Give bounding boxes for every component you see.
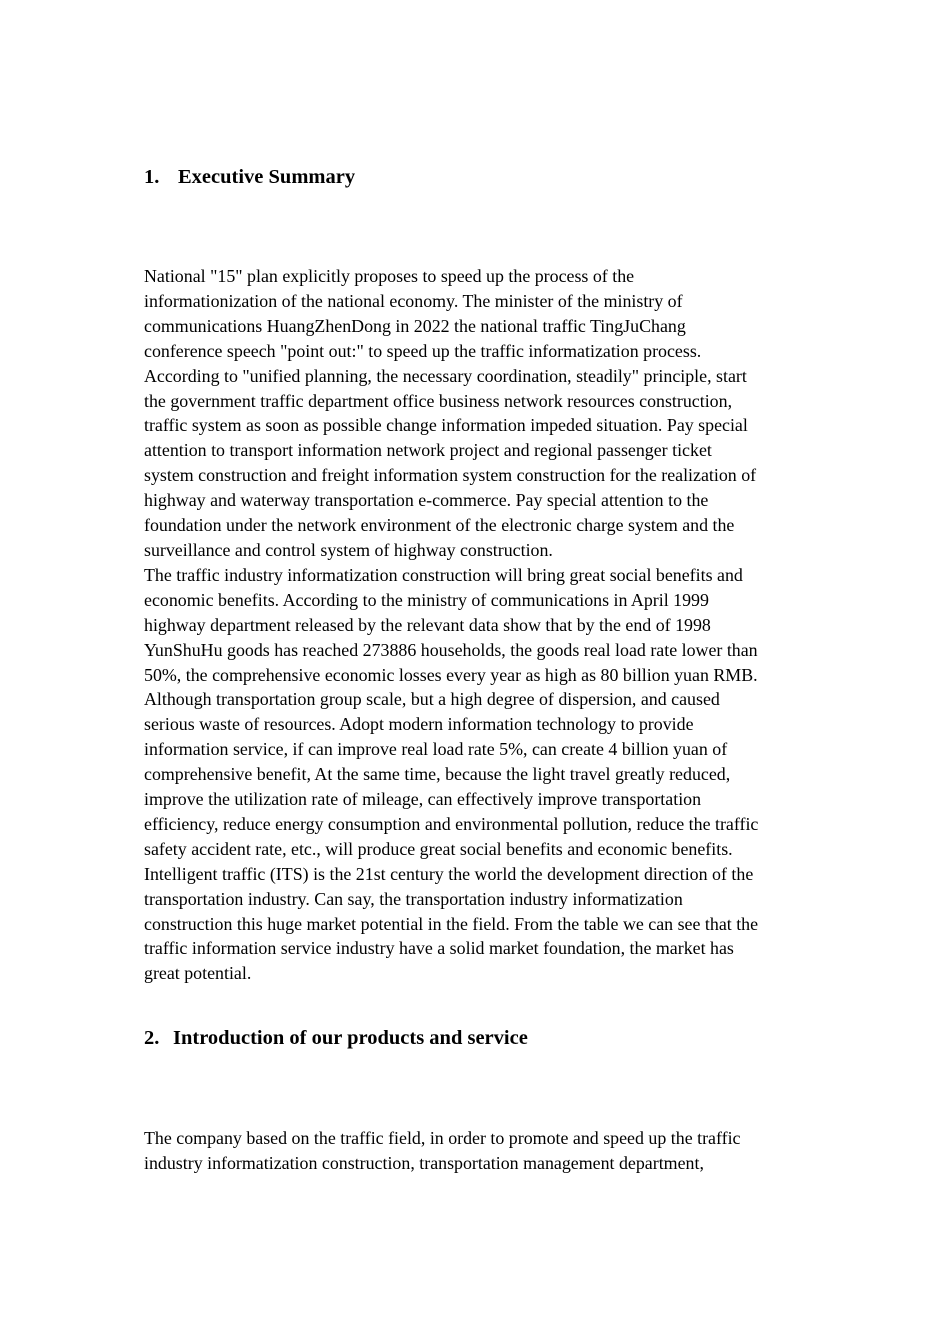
text-line: The company based on the traffic field, in order to promote and speed up the traffic: [144, 1128, 741, 1148]
text-line: improve the utilization rate of mileage, can effectively improve transportation: [144, 789, 702, 810]
text-line: National "15" plan explicitly proposes to speed up the process of the: [144, 266, 635, 286]
text-line: construction this huge market potential in the field. From the table we can see that the: [144, 913, 759, 934]
section-heading-products-and-service: [144, 1026, 528, 1050]
text-line: information service, if can improve real load rate 5%, can create 4 billion yuan of: [144, 739, 728, 760]
section-number: 1.: [144, 166, 160, 188]
text-line: highway and waterway transportation e-commerce. Pay special attention to the: [144, 490, 709, 511]
text-line: economic benefits. According to the ministry of communications in April 1999: [144, 589, 709, 610]
section-number: 2.: [144, 1027, 160, 1049]
text-line: the government traffic department office business network resources construction,: [144, 390, 733, 411]
products-service-body: [144, 1126, 810, 1176]
text-line: informationization of the national economy. The minister of the ministry of: [144, 290, 683, 311]
text-line: Although transportation group scale, but a high degree of dispersion, and caused: [144, 689, 720, 710]
text-line: attention to transport information network project and regional passenger ticket: [144, 440, 712, 461]
text-line: highway department released by the relevant data show that by the end of 1998: [144, 614, 711, 635]
text-line: surveillance and control system of highway construction.: [144, 539, 553, 560]
text-line: traffic information service industry have a solid market foundation, the market has: [144, 938, 734, 959]
text-line: industry informatization construction, transportation management department,: [144, 1152, 704, 1173]
text-line: transportation industry. Can say, the transportation industry informatization: [144, 888, 683, 909]
text-line: safety accident rate, etc., will produce great social benefits and economic benefits.: [144, 838, 733, 859]
text-line: Intelligent traffic (ITS) is the 21st century the world the development direction of the: [144, 863, 754, 884]
executive-summary-body: [144, 264, 810, 986]
text-line: According to "unified planning, the necessary coordination, steadily" principle, start: [144, 365, 747, 386]
section-heading-executive-summary: [144, 165, 355, 189]
text-line: system construction and freight information system construction for the realization of: [144, 465, 757, 486]
text-line: 50%, the comprehensive economic losses every year as high as 80 billion yuan RMB.: [144, 664, 758, 685]
text-line: The traffic industry informatization construction will bring great social benefits and: [144, 564, 743, 585]
section-title: Executive Summary: [178, 166, 356, 188]
text-line: foundation under the network environment of the electronic charge system and the: [144, 515, 735, 536]
text-line: conference speech "point out:" to speed up the traffic informatization process.: [144, 340, 702, 361]
text-line: traffic system as soon as possible change information impeded situation. Pay special: [144, 415, 748, 436]
text-line: YunShuHu goods has reached 273886 households, the goods real load rate lower than: [144, 639, 758, 660]
text-line: great potential.: [144, 963, 252, 984]
text-line: communications HuangZhenDong in 2022 the national traffic TingJuChang: [144, 315, 686, 336]
text-line: serious waste of resources. Adopt modern information technology to provide: [144, 714, 694, 735]
text-line: efficiency, reduce energy consumption and environmental pollution, reduce the traffic: [144, 813, 759, 834]
section-title: Introduction of our products and service: [173, 1027, 528, 1049]
text-line: comprehensive benefit, At the same time, because the light travel greatly reduced,: [144, 764, 731, 785]
